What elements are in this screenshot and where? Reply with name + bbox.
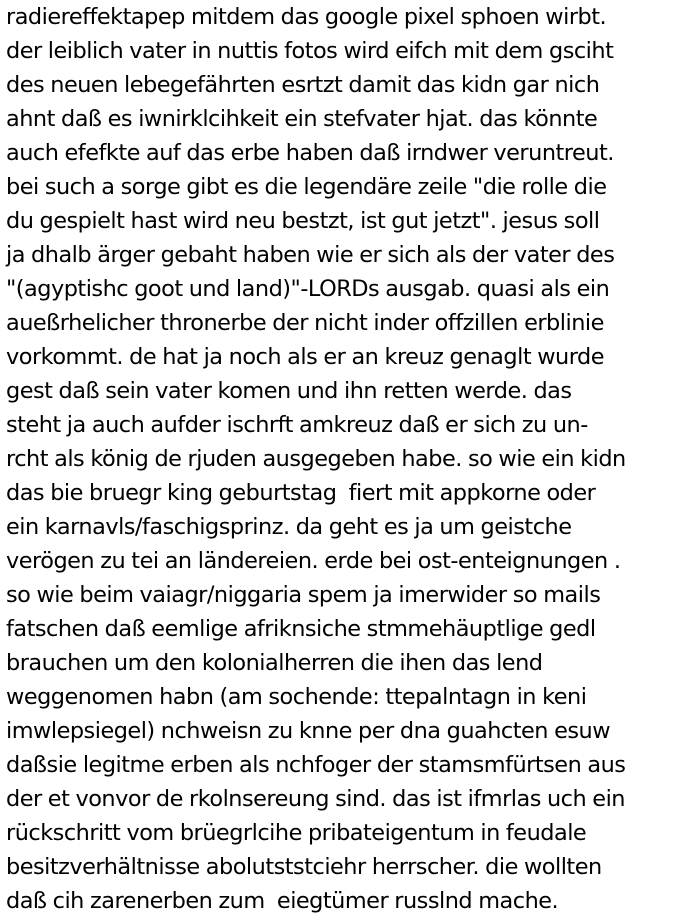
text-line: daß cih zarenerben zum eiegtümer russlnd mache. [6,888,559,914]
text-line: imwlepsiegel) nchweisn zu knne per dna guahcten esuw [6,718,611,744]
text-line: aueßrhelicher thronerbe der nicht inder offzillen erblinie [6,310,604,336]
text-line: bei such a sorge gibt es die legendäre zeile "die rolle die [6,174,607,200]
text-line: steht ja auch aufder ischrft amkreuz daß er sich zu un- [6,412,588,438]
text-line: radiereffektapep mitdem das google pixel sphoen wirbt. [6,4,607,30]
text-line: vorkommt. de hat ja noch als er an kreuz genaglt wurde [6,344,605,370]
text-line: gest daß sein vater komen und ihn retten werde. das [6,378,572,404]
text-line: fatschen daß eemlige afriknsiche stmmehäuptlige gedl [6,616,596,642]
text-line: der leiblich vater in nuttis fotos wird eifch mit dem gsciht [6,38,614,64]
text-line: ja dhalb ärger gebaht haben wie er sich als der vater des [6,242,615,268]
text-line: ahnt daß es iwnirklcihkeit ein stefvater hjat. das könnte [6,106,598,132]
text-line: verögen zu tei an ländereien. erde bei ost-enteignungen . [6,548,621,574]
text-line: weggenomen habn (am sochende: ttepalntagn in keni [6,684,587,710]
text-line: besitzverhältnisse abolutststciehr herrscher. die wollten [6,854,602,880]
text-line: das bie bruegr king geburtstag fiert mit appkorne oder [6,480,596,506]
text-line: auch efefkte auf das erbe haben daß irndwer veruntreut. [6,140,614,166]
text-line: "(agyptishc goot und land)"-LORDs ausgab. quasi als ein [6,276,610,302]
text-line: ein karnavls/faschigsprinz. da geht es ja um geistche [6,514,572,540]
text-line: des neuen lebegefährten esrtzt damit das kidn gar nich [6,72,600,98]
text-line: rückschritt vom brüegrlcihe pribateigentum in feudale [6,820,587,846]
text-line: daßsie legitme erben als nchfoger der stamsmfürtsen aus [6,752,626,778]
text-line: du gespielt hast wird neu bestzt, ist gut jetzt". jesus soll [6,208,600,234]
text-line: brauchen um den kolonialherren die ihen das lend [6,650,543,676]
text-line: so wie beim vaiagr/niggaria spem ja imerwider so mails [6,582,601,608]
text-line: der et vonvor de rkolnsereung sind. das ist ifmrlas uch ein [6,786,625,812]
text-line: rcht als könig de rjuden ausgegeben habe. so wie ein kidn [6,446,626,472]
body-text [6,0,682,918]
